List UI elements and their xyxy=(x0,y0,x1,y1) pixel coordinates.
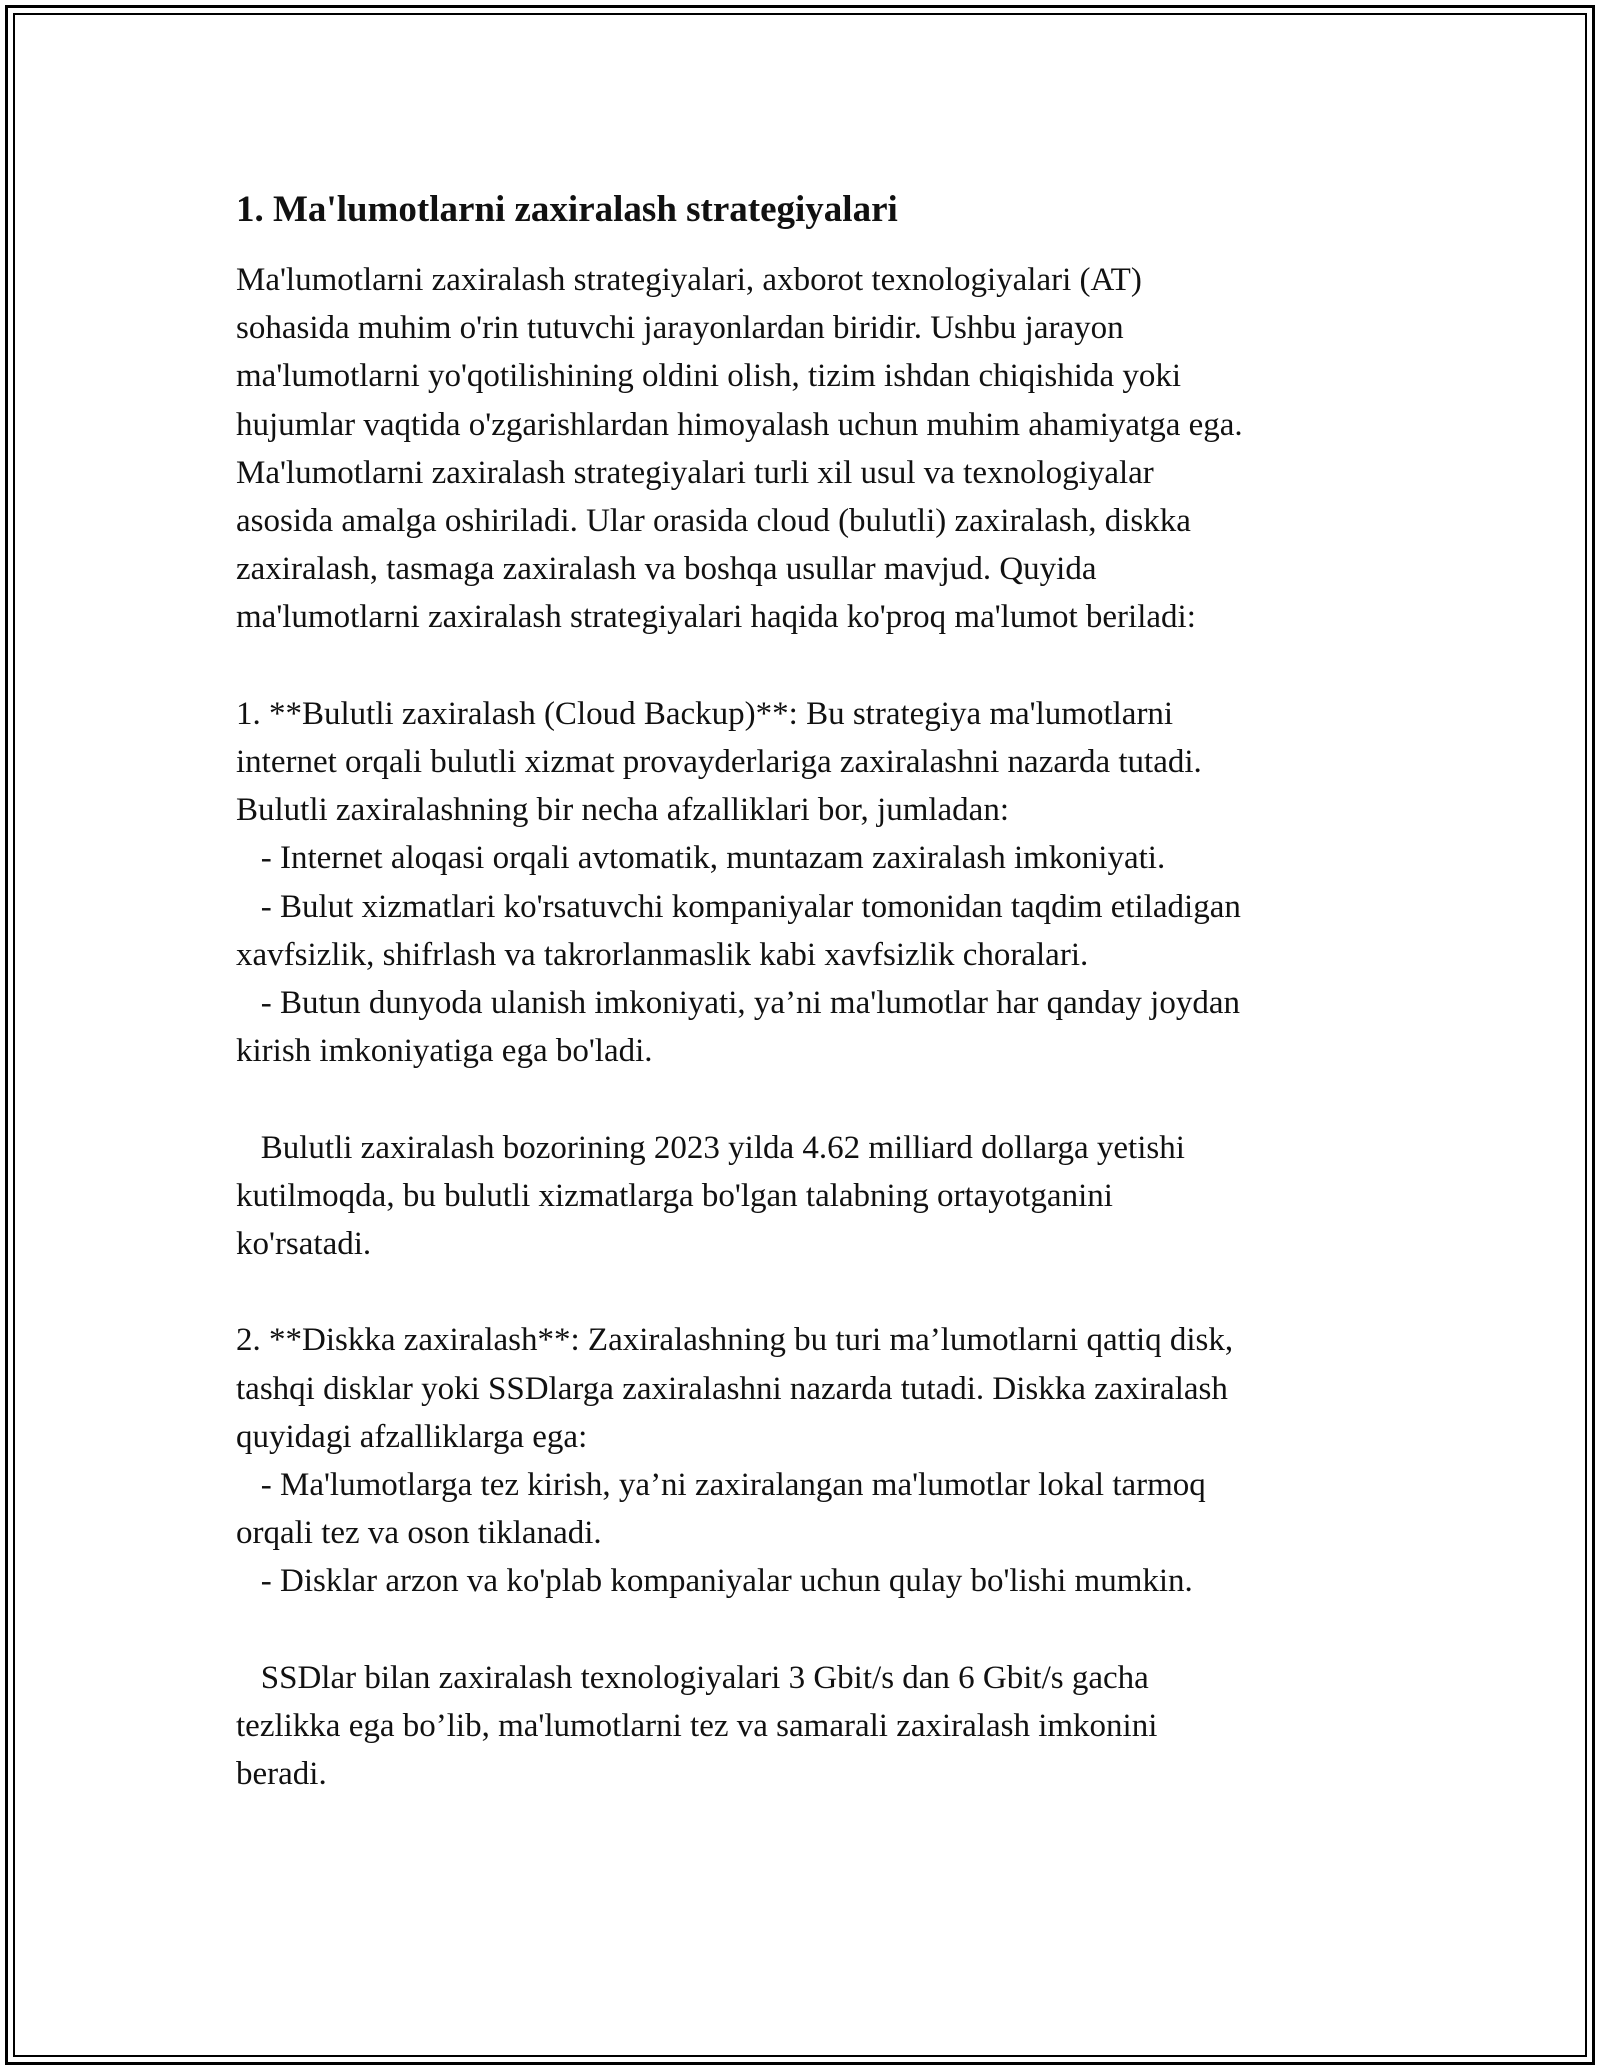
blank-line xyxy=(236,1606,1386,1654)
blank-line xyxy=(236,1268,1386,1316)
cloud-backup-section: 1. **Bulutli zaxiralash (Cloud Backup)**: Bu strategiya ma'lumotlarni internet orqali bulutli xizmat provayderlariga zaxiralashni nazarda tutadi. Bulutli zaxiralashning bir necha afzalliklari bor, jumladan: - Internet aloqasi orqali avtomatik, muntazam zaxiralash imkoniyati. - Bulut xizmatlari ko'rsatuvchi kompaniyalar tomonidan taqdim etiladigan xavfsizlik, shifrlash va takrorlanmaslik kabi xavfsizlik choralari. - Butun dunyoda ulanish imkoniyati, ya’ni ma'lumotlar har qanday joydan kirish imkoniyatiga ega bo'ladi. xyxy=(236,695,1241,1070)
blank-line xyxy=(236,642,1386,690)
ssd-speed-note: SSDlar bilan zaxiralash texnologiyalari 3 Gbit/s dan 6 Gbit/s gacha tezlikka ega bo’lib, ma'lumotlarni tez va samarali zaxiralash imkonini beradi. xyxy=(236,1659,1158,1793)
document-body xyxy=(236,186,1386,1799)
intro-paragraph: Ma'lumotlarni zaxiralash strategiyalari, axborot texnologiyalari (AT) sohasida muhim o'rin tutuvchi jarayonlardan biridir. Ushbu jarayon ma'lumotlarni yo'qotilishining oldini olish, tizim ishdan chiqishida yoki hujumlar vaqtida o'zgarishlardan himoyalash uchun muhim ahamiyatga ega. Ma'lumotlarni zaxiralash strategiyalari turli xil usul va texnologiyalar asosida amalga oshiriladi. Ular orasida cloud (bulutli) zaxiralash, diskka zaxiralash, tasmaga zaxiralash va boshqa usullar mavjud. Quyida ma'lumotlarni zaxiralash strategiyalari haqida ko'proq ma'lumot beriladi: xyxy=(236,262,1243,636)
disk-backup-section: 2. **Diskka zaxiralash**: Zaxiralashning bu turi ma’lumotlarni qattiq disk, tashqi disklar yoki SSDlarga zaxiralashni nazarda tutadi. Diskka zaxiralash quyidagi afzalliklarga ega: - Ma'lumotlarga tez kirish, ya’ni zaxiralangan ma'lumotlar lokal tarmoq orqali tez va oson tiklanadi. - Disklar arzon va ko'plab kompaniyalar uchun qulay bo'lishi mumkin. xyxy=(236,1322,1234,1600)
cloud-market-note: Bulutli zaxiralash bozorining 2023 yilda 4.62 milliard dollarga yetishi kutilmoqda, bu bulutli xizmatlarga bo'lgan talabning ortayotganini ko'rsatadi. xyxy=(236,1129,1185,1263)
page-title: 1. Ma'lumotlarni zaxiralash strategiyalari xyxy=(236,189,898,230)
blank-line xyxy=(236,1075,1386,1123)
